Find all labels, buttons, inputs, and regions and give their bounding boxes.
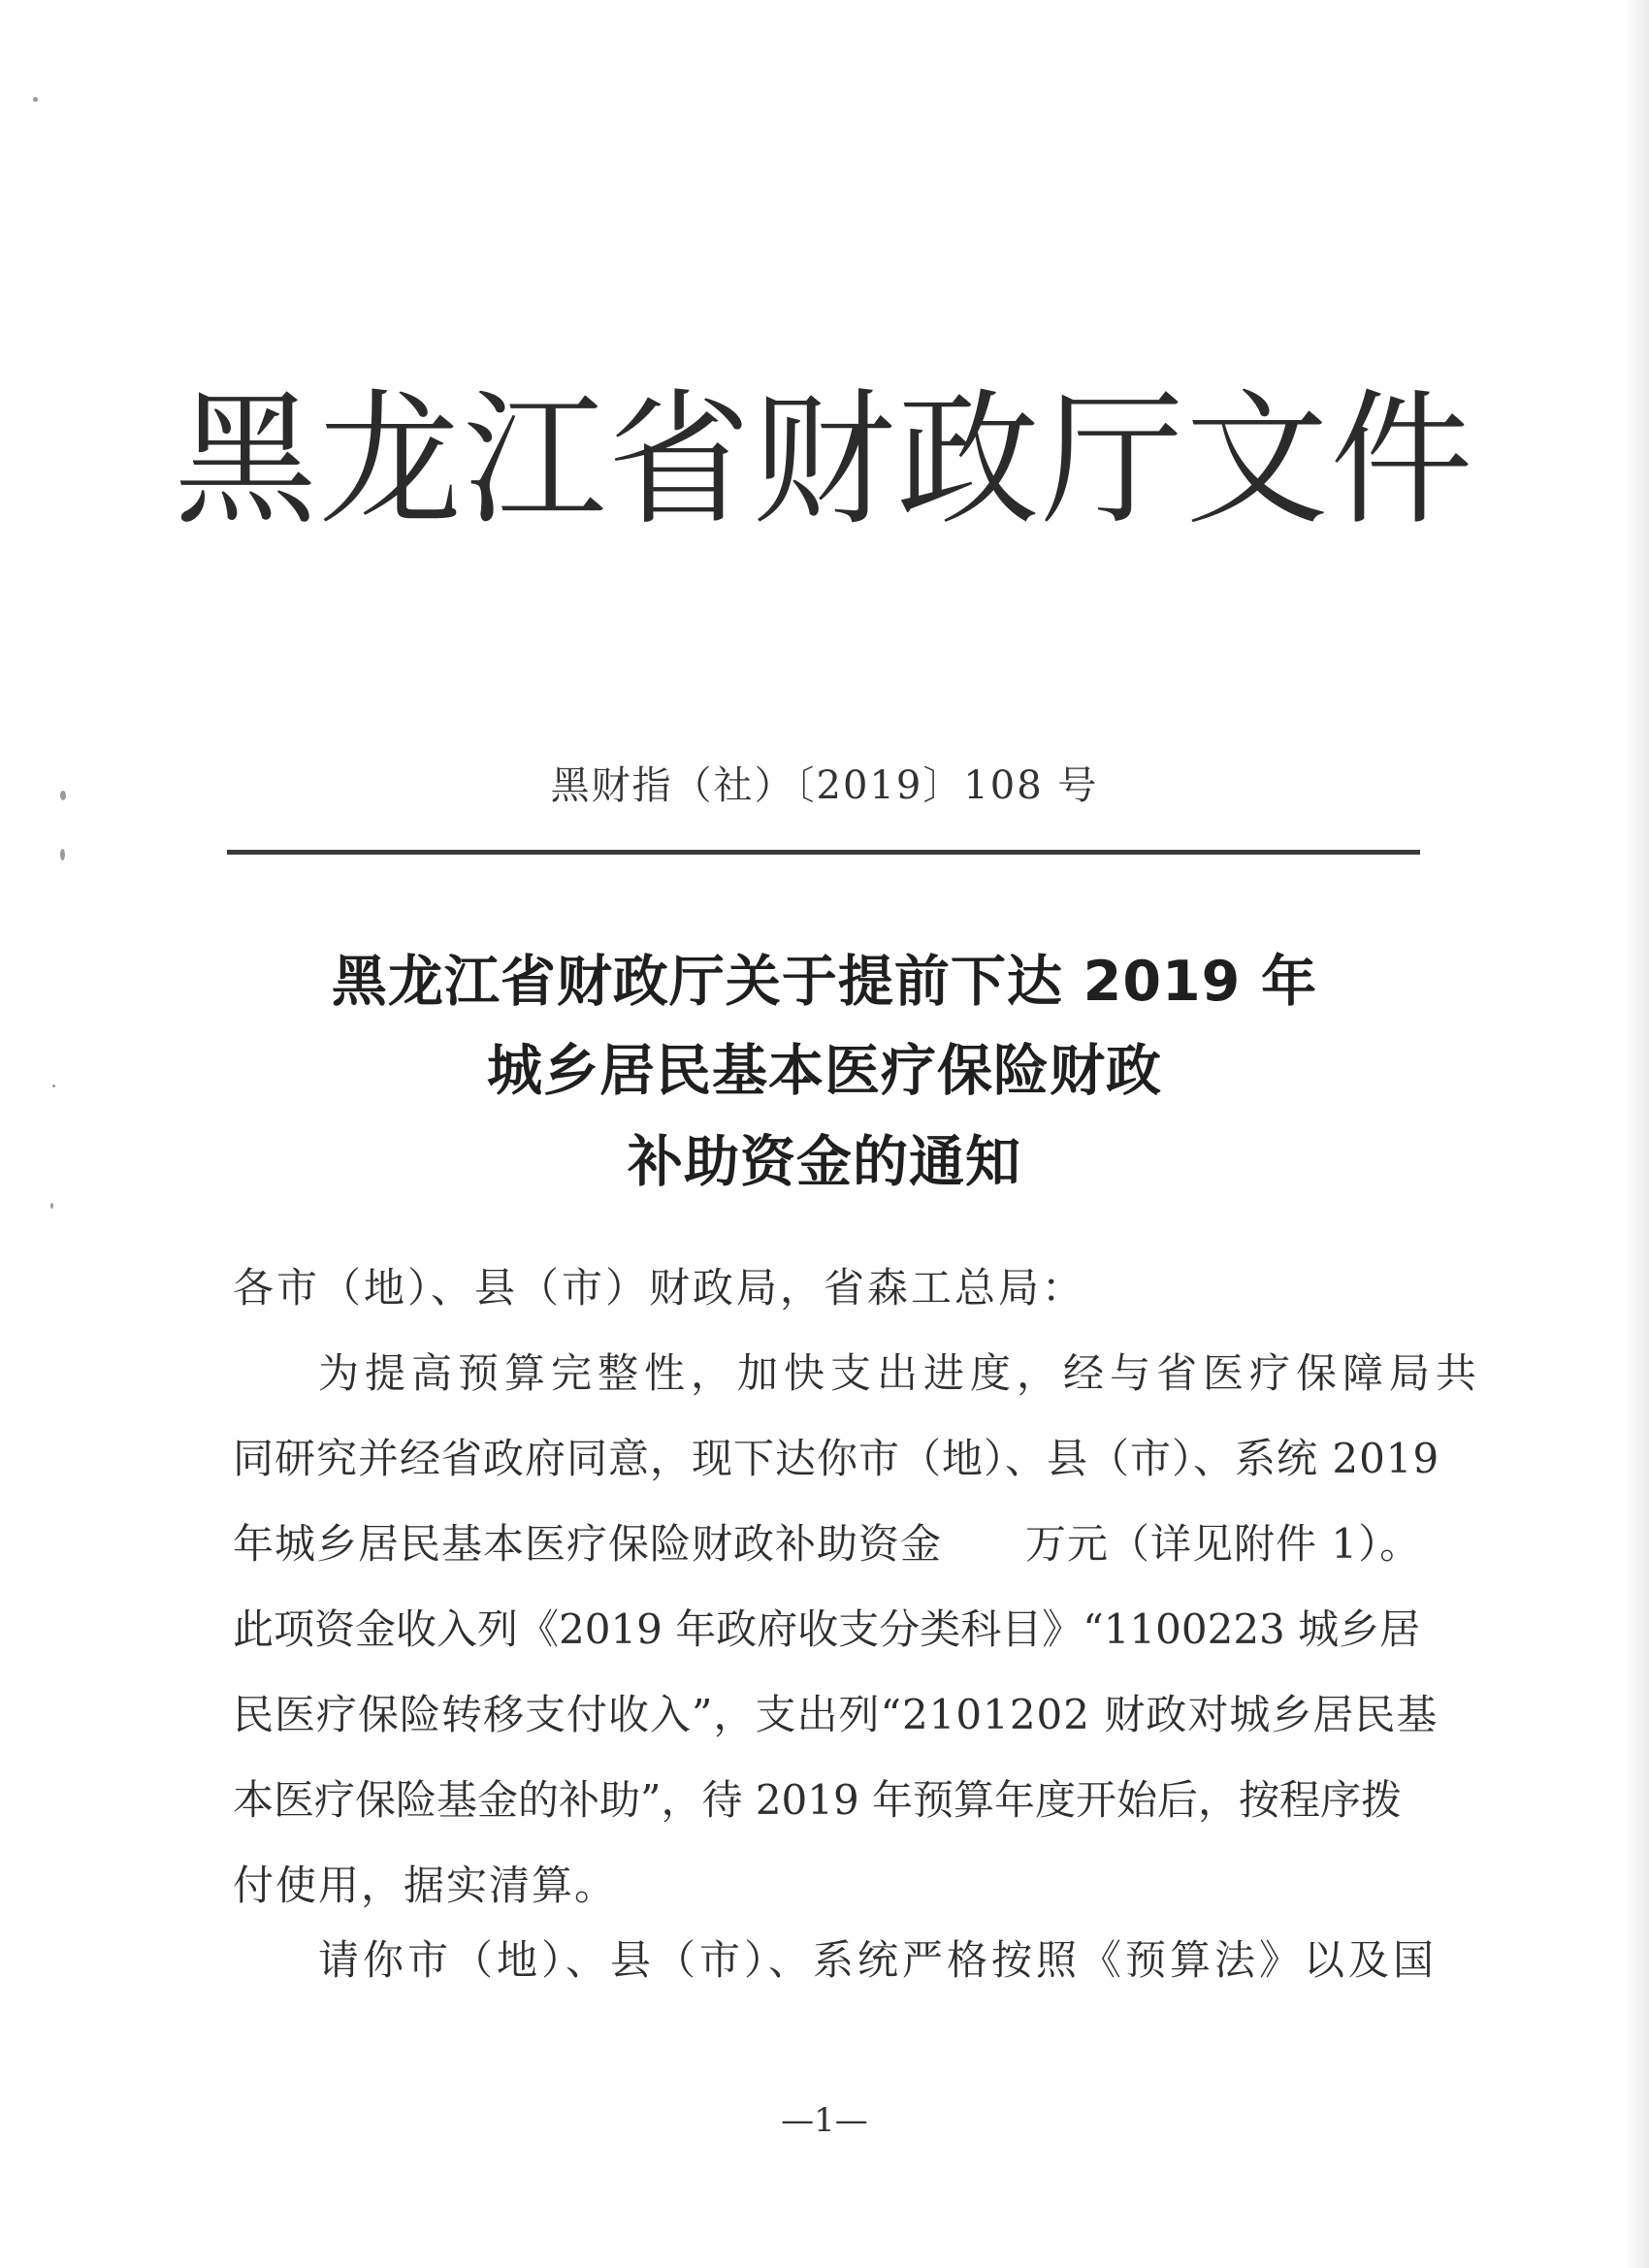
letterhead-title: 黑龙江省财政厅文件 xyxy=(174,376,1475,545)
paragraph-1-line: 为提高预算完整性，加快支出进度，经与省医疗保障局共 xyxy=(318,1349,1483,1397)
paragraph-1-line: 同研究并经省政府同意，现下达你市（地）、县（市）、系统 2019 xyxy=(233,1435,1440,1482)
paragraph-1-line: 年城乡居民基本医疗保险财政补助资金 万元（详见附件 1）。 xyxy=(233,1520,1422,1568)
paragraph-1-line: 本医疗保险基金的补助”，待 2019 年预算年度开始后，按程序拨 xyxy=(233,1776,1403,1824)
notice-title-line-3: 补助资金的通知 xyxy=(628,1130,1021,1194)
paragraph-1-line: 民医疗保险转移支付收入”，支出列“2101202 财政对城乡居民基 xyxy=(233,1691,1439,1738)
paragraph-1-line: 此项资金收入列《2019 年政府收支分类科目》“1100223 城乡居 xyxy=(233,1605,1421,1653)
salutation: 各市（地）、县（市）财政局，省森工总局： xyxy=(233,1264,1086,1312)
paragraph-1-line: 付使用，据实清算。 xyxy=(233,1862,618,1909)
scan-speck xyxy=(60,849,65,860)
scan-speck xyxy=(50,1203,53,1209)
scan-speck xyxy=(33,97,38,102)
page-number: —1— xyxy=(781,2101,868,2140)
notice-title-line-1: 黑龙江省财政厅关于提前下达 2019 年 xyxy=(331,950,1318,1014)
notice-title-line-2: 城乡居民基本医疗保险财政 xyxy=(487,1039,1162,1103)
paragraph-2-line: 请你市（地）、县（市）、系统严格按照《预算法》以及国 xyxy=(318,1936,1439,1984)
red-header-rule xyxy=(227,850,1420,855)
document-number: 黑财指（社）〔2019〕108 号 xyxy=(550,763,1099,808)
